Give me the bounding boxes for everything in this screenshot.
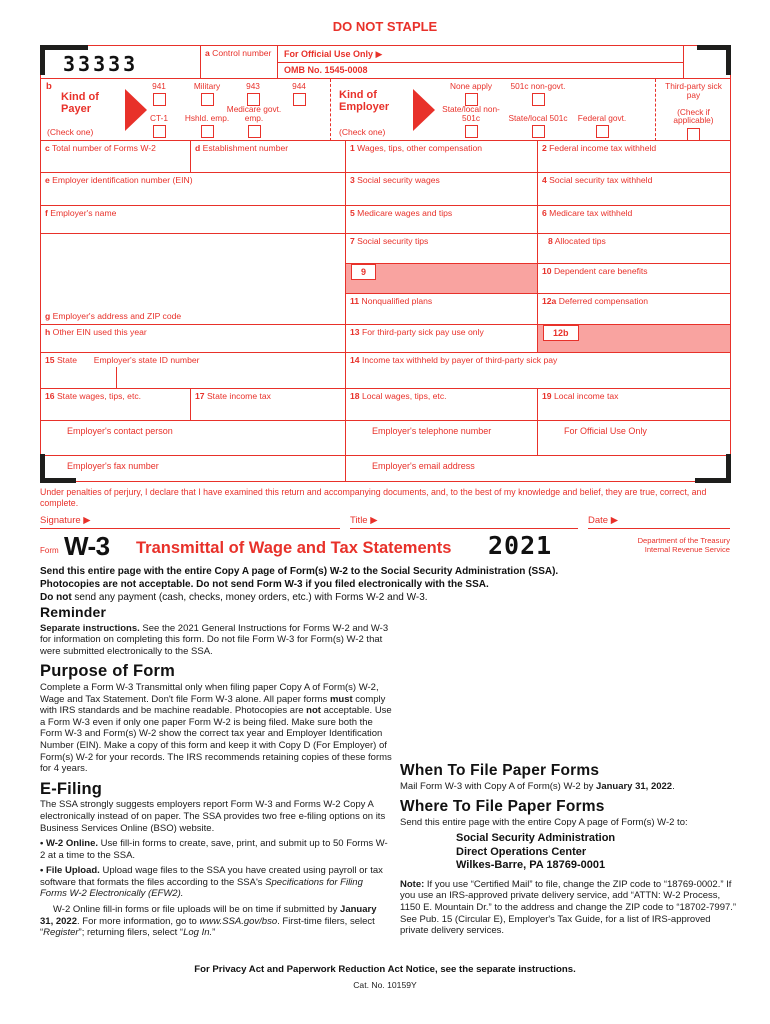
field-d-num: d [195,143,201,153]
employer-none-apply-label: None apply [450,81,492,91]
field-2-label: Federal income tax withheld [549,143,657,153]
date-label: Date ▶ [588,515,619,526]
corner-mark-top-right-arm [726,45,731,75]
lead-line-3: Do not send any payment (cash, checks, money orders, etc.) with Forms W-2 and W-3. [40,591,428,603]
field-19-num: 19 [542,391,552,401]
third-party-sick-pay-checkbox[interactable] [687,128,700,141]
corner-mark-top-left [40,45,88,50]
kind-of-employer-checkone: (Check one) [339,127,386,137]
employer-state-local-non-501c-checkbox[interactable] [465,125,478,138]
instructions-right-column [400,762,738,938]
payer-medicare-govt-emp-label: Medicare govt. emp. [226,104,282,124]
field-fax-number[interactable] [41,456,346,482]
employer-state-local-501c-label: State/local 501c [508,113,568,124]
field-f-employer-name[interactable] [41,206,346,234]
dept-line-2: Internal Revenue Service [644,545,730,554]
purpose-paragraph: Complete a Form W-3 Transmittal only when filing paper Copy A of Form(s) W-2, Wage and Tax Statement. Don't file Form W-3 alone. All paper forms must comply with IRS standards and be machine readable. Photocopies are not acceptable. Use a Form W-3 even if only one paper Form W-2 is being filed. Make sure both the Form W-3 and Form(s) W-2 show the correct tax year and Employer Identification Number (EIN). Make a copy of this form and keep it with Copy D (For Employer) of Form(s) W-2 for your records. The IRS recommends retaining copies of these forms for 4 years. [40,681,392,775]
form-number: W-3 [64,531,110,561]
employer-federal-govt-label: Federal govt. [577,113,627,124]
address-line-1: Social Security Administration [456,832,616,845]
field-3-label: Social security wages [357,175,440,185]
kind-of-payer-title: Kind of Payer [61,91,99,115]
field-g-num: g [45,311,51,322]
field-a-letter: a [205,48,210,58]
field-4-label: Social security tax withheld [549,175,653,185]
kind-of-employer-box [331,79,656,141]
field-official-use-label: For Official Use Only [564,426,647,436]
lead-instructions [40,566,740,604]
field-19-local-income-tax[interactable] [538,389,731,421]
field-11-label: Nonqualified plans [361,296,433,306]
field-2-num: 2 [542,143,547,153]
employer-state-local-non-501c-label: State/local non-501c [442,104,500,124]
field-6-label: Medicare tax withheld [549,208,633,218]
field-11-num: 11 [350,296,360,306]
field-8-label: Allocated tips [554,236,606,246]
where-to-file-heading: Where To File Paper Forms [400,798,605,816]
efiling-heading: E-Filing [40,779,103,798]
field-13-third-party-sick-pay[interactable] [346,325,538,353]
payer-944-label: 944 [292,81,306,91]
field-3-ss-wages[interactable] [346,173,538,206]
field-6-medicare-tax[interactable] [538,206,731,234]
field-email-label: Employer's email address [372,461,475,471]
field-4-num: 4 [542,175,547,185]
field-7-label: Social security tips [357,236,429,246]
field-1-num: 1 [350,143,355,153]
field-d-establishment-number[interactable] [191,141,346,173]
field-2-federal-tax[interactable] [538,141,731,173]
payer-941-label: 941 [152,81,166,91]
employer-federal-govt-checkbox[interactable] [596,125,609,138]
field-16-state-wages[interactable] [41,389,191,421]
field-telephone-number[interactable] [346,421,538,456]
dept-line-1: Department of the Treasury [637,536,730,545]
field-telephone-label: Employer's telephone number [372,426,492,436]
reminder-paragraph: Separate instructions. See the 2021 General Instructions for Forms W-2 and W-3 for information on completing this form. Do not file Form W-3 for Form(s) W-2 that were submitted electronically to the SSA. [40,622,389,657]
field-15-num: 15 [45,355,55,365]
field-10-num: 10 [542,266,552,276]
efiling-paragraph-2: W-2 Online fill-in forms or file uploads will be on time if submitted by January 31, 2022. For more information, go to www.SSA.gov/bso. First-time filers, select “Register”; returning filers, select “Log In.” [40,904,377,939]
field-b-letter: b [46,81,52,92]
payer-ct1-checkbox[interactable] [153,125,166,138]
field-8-num: 8 [548,236,553,246]
title-line[interactable] [350,512,578,529]
field-fax-label: Employer's fax number [67,461,159,471]
payer-944-checkbox[interactable] [293,93,306,106]
privacy-act-notice: For Privacy Act and Paperwork Reduction Act Notice, see the separate instructions. [194,964,576,975]
field-7-num: 7 [350,236,355,246]
field-15-state-id-label: Employer's state ID number [93,355,200,365]
third-party-sick-pay-title: Third-party sick pay [665,81,722,100]
address-line-3: Wilkes-Barre, PA 18769-0001 [456,859,606,872]
where-to-file-intro: Send this entire page with the entire Copy A page of Form(s) W-2 to: [400,816,688,828]
payer-ct1-label: CT-1 [150,113,168,124]
field-17-state-income-tax[interactable] [191,389,346,421]
department-lines [590,536,730,554]
form-code-box [41,46,201,79]
field-1-label: Wages, tips, other compensation [357,143,483,153]
efiling-paragraph-1: The SSA strongly suggests employers report Form W-3 and Forms W-2 Copy A electronically instead of on paper. The SSA provides two free e-filing options on its Business Services Online (BSO) website. [40,799,386,834]
instructions-left-column [40,604,392,940]
when-to-file-paragraph: Mail Form W-3 with Copy A of Form(s) W-2 by January 31, 2022. [400,780,675,792]
corner-mark-bottom-right-arm [726,454,731,483]
employer-state-local-501c-checkbox[interactable] [532,125,545,138]
field-13-label: For third-party sick pay use only [361,327,484,337]
signature-row [40,512,730,529]
payer-941-checkbox[interactable] [153,93,166,106]
reminder-heading: Reminder [40,604,107,620]
field-7-ss-tips[interactable] [346,234,538,264]
payer-military-checkbox[interactable] [201,93,214,106]
employer-501c-non-govt-checkbox[interactable] [532,93,545,106]
field-d-label: Establishment number [202,143,289,153]
field-c-label: Total number of Forms W-2 [52,143,156,153]
field-c-total-forms-w2[interactable] [41,141,191,173]
field-13-num: 13 [350,327,360,337]
third-party-sick-pay-note: (Check if applicable) [673,106,714,126]
field-e-label: Employer identification number (EIN) [52,175,193,185]
field-10-label: Dependent care benefits [553,266,648,276]
field-18-num: 18 [350,391,360,401]
field-17-label: State income tax [206,391,271,401]
form-title-block [40,533,730,561]
field-10-dependent-care[interactable] [538,264,731,294]
form-word: Form [40,546,59,555]
field-h-num: h [45,327,51,337]
field-a-label: Control number [212,48,272,58]
field-17-num: 17 [195,391,205,401]
field-8-allocated-tips[interactable] [538,234,731,264]
field-16-label: State wages, tips, etc. [56,391,142,401]
employer-501c-non-govt-label: 501c non-govt. [510,81,566,91]
field-12a-num: 12a [542,296,557,306]
field-6-num: 6 [542,208,547,218]
do-not-staple-banner: DO NOT STAPLE [332,19,438,34]
field-5-label: Medicare wages and tips [357,208,453,218]
field-4-ss-tax[interactable] [538,173,731,206]
corner-mark-bottom-left-arm [40,454,45,483]
field-email-address[interactable] [346,456,731,482]
payer-medicare-govt-emp-checkbox[interactable] [248,125,261,138]
payer-hshld-emp-label: Hshld. emp. [184,113,230,124]
field-3-num: 3 [350,175,355,185]
field-a-control-number[interactable] [201,46,278,79]
ssa-mailing-address [456,832,738,873]
field-12b-num: 12b [553,328,569,338]
purpose-heading: Purpose of Form [40,662,176,681]
efiling-bullet-w2-online: • W-2 Online. Use fill-in forms to create, save, print, and submit up to 50 Forms W-2 at a time to the SSA. [40,838,388,861]
third-party-sick-pay-box [656,79,731,141]
title-label: Title ▶ [350,515,378,526]
lead-line-2: Photocopies are not acceptable. Do not send Form W-3 if you filed electronically with the SSA. [40,578,489,590]
signature-label: Signature ▶ [40,515,91,526]
field-15-state[interactable] [41,353,346,389]
field-9-shaded [346,264,538,294]
field-contact-person[interactable] [41,421,346,456]
payer-hshld-emp-checkbox[interactable] [201,125,214,138]
field-14-num: 14 [350,355,360,365]
official-use-box [278,46,684,79]
field-11-nonqualified-plans[interactable] [346,294,538,325]
field-c-num: c [45,143,50,153]
field-19-label: Local income tax [553,391,619,401]
kind-of-payer-checkone: (Check one) [47,127,94,137]
field-18-label: Local wages, tips, etc. [361,391,447,401]
field-f-label: Employer's name [50,208,117,218]
field-14-income-tax-third-party[interactable] [346,353,731,389]
form-code-33333: 33333 [63,52,139,76]
kind-of-employer-title: Kind of Employer [339,89,390,113]
field-1-wages[interactable] [346,141,538,173]
field-official-use-only [538,421,731,456]
certified-mail-note: Note: If you use “Certified Mail” to file, change the ZIP code to “18769-0002.” If you use an IRS-approved private delivery service, add “ATTN: W-2 Process, 1150 E. Mountain Dr.” to the address and change the ZIP code to “18702-7997.” See Pub. 15 (Circular E), Employer's Tax Guide, for a list of IRS-approved private delivery services. [400,878,737,937]
field-e-ein[interactable] [41,173,346,206]
field-12a-deferred-comp[interactable] [538,294,731,325]
form-title: Transmittal of Wage and Tax Statements [136,539,452,557]
field-h-label: Other EIN used this year [52,327,147,337]
field-h-other-ein[interactable] [41,325,346,353]
field-e-num: e [45,175,50,185]
signature-line[interactable] [40,512,340,529]
lead-line-1: Send this entire page with the entire Copy A page of Form(s) W-2 to the Social Security Administration (SSA). [40,566,559,577]
corner-mark-bottom-left [40,478,76,483]
header-spacer-cell [684,46,731,79]
field-5-medicare-wages[interactable] [346,206,538,234]
omb-number: OMB No. 1545-0008 [284,65,368,75]
field-15-label: State [56,355,78,365]
field-14-label: Income tax withheld by payer of third-party sick pay [361,355,558,365]
efiling-bullet-file-upload: • File Upload. Upload wage files to the SSA you have created using payroll or tax software that formats the files according to the SSA's Specifications for Filing Forms W-2 Electronically (EFW2). [40,865,383,900]
date-line[interactable] [588,512,730,529]
catalog-number: Cat. No. 10159Y [353,980,417,990]
field-5-num: 5 [350,208,355,218]
field-contact-person-label: Employer's contact person [67,426,173,436]
address-line-2: Direct Operations Center [456,845,587,858]
field-f-num: f [45,208,48,218]
field-15-divider [116,367,117,388]
tax-year: 2021 [488,531,553,560]
employer-arrow-icon [413,89,435,131]
field-16-num: 16 [45,391,55,401]
w3-form [40,45,730,481]
kind-of-payer-box [41,79,331,141]
field-12b-shaded [538,325,731,353]
official-use-label: For Official Use Only ▶ [278,46,683,63]
corner-mark-top-left-arm [40,45,45,75]
when-to-file-heading: When To File Paper Forms [400,762,600,779]
field-9-num: 9 [361,267,367,277]
field-g-label: Employer's address and ZIP code [52,311,182,322]
field-18-local-wages[interactable] [346,389,538,421]
perjury-statement: Under penalties of perjury, I declare that I have examined this return and accompanying documents, and, to the best of my knowledge and belief, they are true, correct, and complete. [40,487,707,508]
field-g-employer-address[interactable] [41,234,346,325]
field-12a-label: Deferred compensation [558,296,649,306]
payer-943-label: 943 [246,81,260,91]
payer-military-label: Military [193,81,221,91]
